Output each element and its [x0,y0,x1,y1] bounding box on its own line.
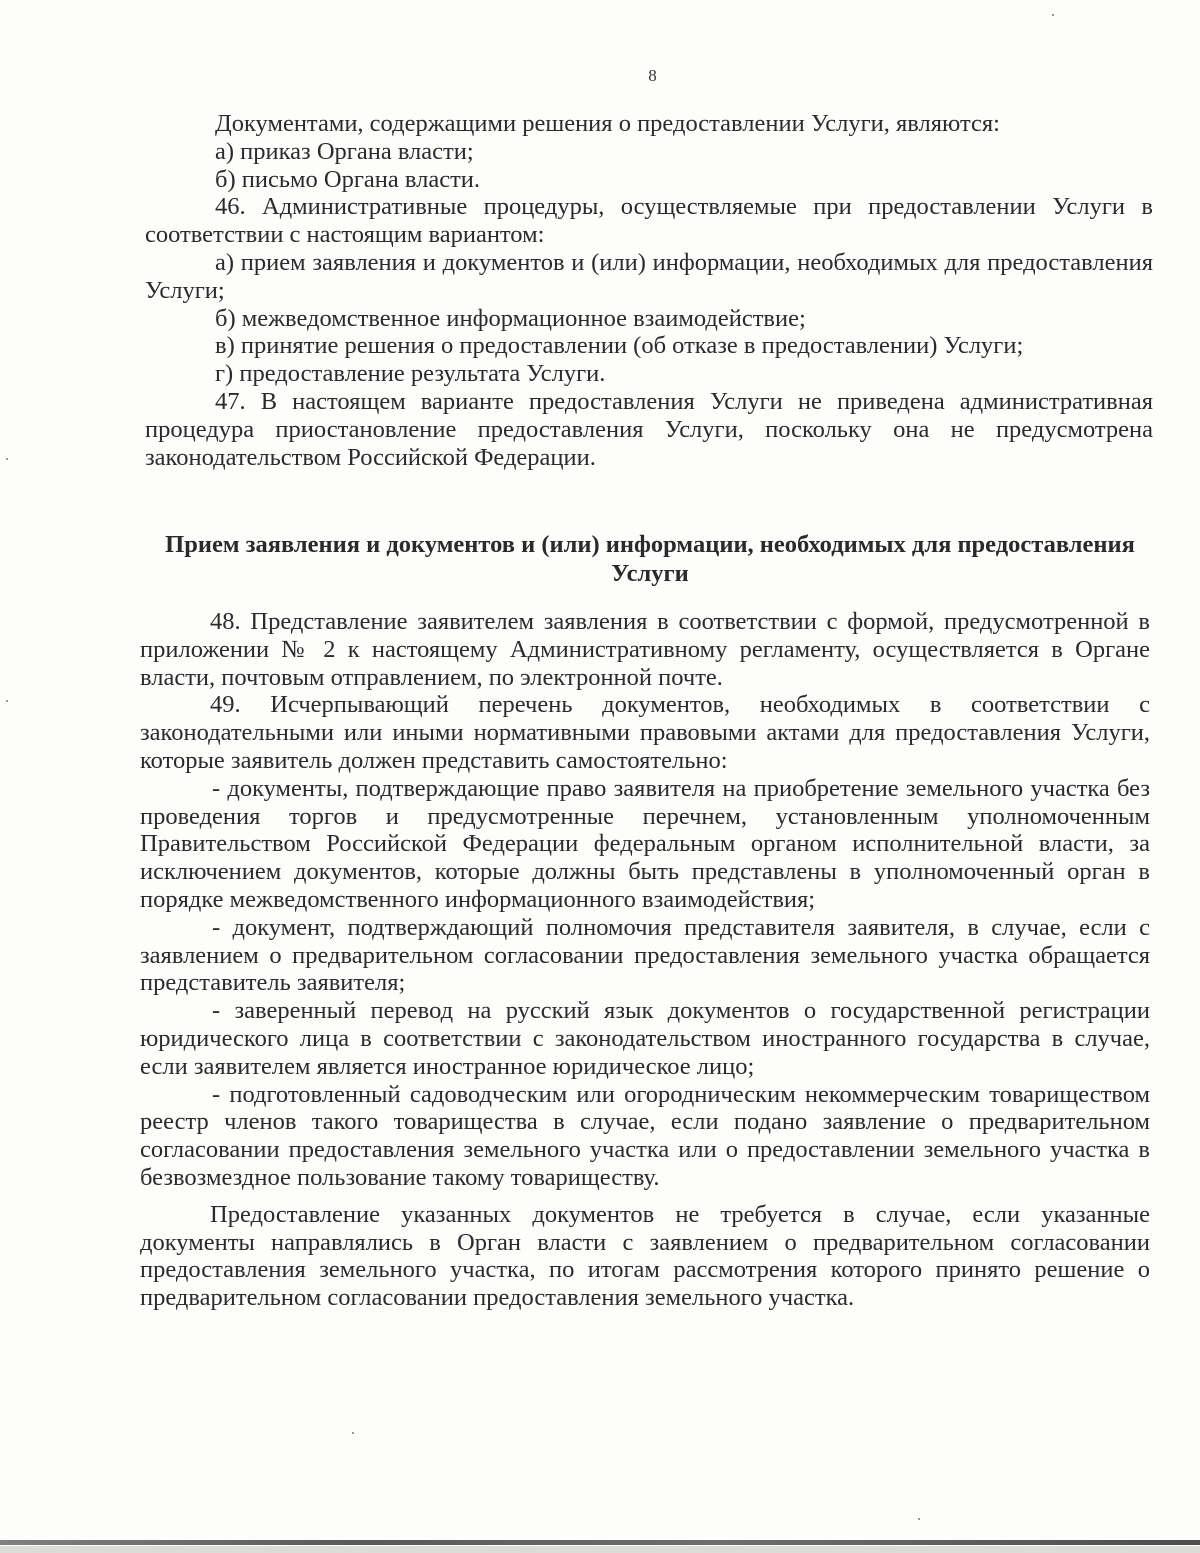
scan-bottom-edge [0,1540,1200,1545]
list-item-registry: - подготовленный садоводческим или огородническим некоммерческим товариществом реестр членов такого товарищества в случае, если подано заявление о предварительном согласовании предоставления земельного участка или о предоставлении земельного участка в безвозмездное пользование такому товариществу. [140,1080,1150,1191]
page-number: 8 [648,66,657,85]
section-b [140,608,1150,1312]
paragraph-list-item-b: б) письмо Органа власти. [215,165,481,193]
scan-speck [6,458,8,460]
paragraph-procedure-v: в) принятие решения о предоставлении (об отказе в предоставлении) Услуги; [215,332,1024,360]
list-item-representative: - документ, подтверждающий полномочия представителя заявителя, в случае, если с заявлением о предварительном согласовании предоставления земельного участка обращается представитель заявителя; [140,913,1150,997]
paragraph-49: 49. Исчерпывающий перечень документов, необходимых в соответствии с законодательными или иными нормативными правовыми актами для предоставления Услуги, которые заявитель должен представить самостоятельно: [140,691,1150,774]
scan-speck [352,1432,354,1434]
paragraph-47: 47. В настоящем варианте предоставления Услуги не приведена административная процедура приостановление предоставления Услуги, поскольку она не предусмотрена законодательством Российской Федерации. [145,387,1153,471]
list-item-documents: - документы, подтверждающие право заявителя на приобретение земельного участка без проведения торгов и предусмотренные перечнем, установленным уполномоченным Правительством Российской Федерации федеральным органом исполнительной власти, за исключением документов, которые должны быть представлены в уполномоченный орган в порядке межведомственного информационного взаимодействия; [140,774,1150,913]
paragraph-46: 46. Административные процедуры, осуществляемые при предоставлении Услуги в соответствии с настоящим вариантом: [145,193,1153,249]
scan-speck [6,700,8,702]
paragraph-decisions-intro: Документами, содержащими решения о предоставлении Услуги, являются: [215,110,1000,137]
list-item-translation: - заверенный перевод на русский язык документов о государственной регистрации юридического лица в соответствии с законодательством иностранного государства в случае, если заявителем является иностранное юридическое лицо; [140,997,1150,1080]
paragraph-procedure-g: г) предоставление результата Услуги. [215,360,606,388]
section-a [145,110,1153,471]
closing-paragraph: Предоставление указанных документов не требуется в случае, если указанные документы направлялись в Орган власти с заявлением о предварительном согласовании предоставления земельного участка, по итогам рассмотрения которого принято решение о предварительном согласовании предоставления земельного участка. [140,1200,1150,1312]
scan-bottom-shadow [0,1546,1200,1553]
paragraph-procedure-b: б) межведомственное информационное взаимодействие; [215,304,806,332]
paragraph-48: 48. Представление заявителем заявления в соответствии с формой, предусмотренной в приложении № 2 к настоящему Административному регламенту, осуществляется в Органе власти, почтовым отправлением, по электронной почте. [140,608,1150,691]
section-heading: Прием заявления и документов и (или) информации, необходимых для предоставления Услуги [165,531,1135,587]
scan-speck [918,1518,920,1520]
scan-speck [1052,14,1054,16]
paragraph-list-item-a: а) приказ Органа власти; [215,137,474,165]
paragraph-procedure-a: а) прием заявления и документов и (или) информации, необходимых для предоставления Услуги; [145,248,1153,304]
